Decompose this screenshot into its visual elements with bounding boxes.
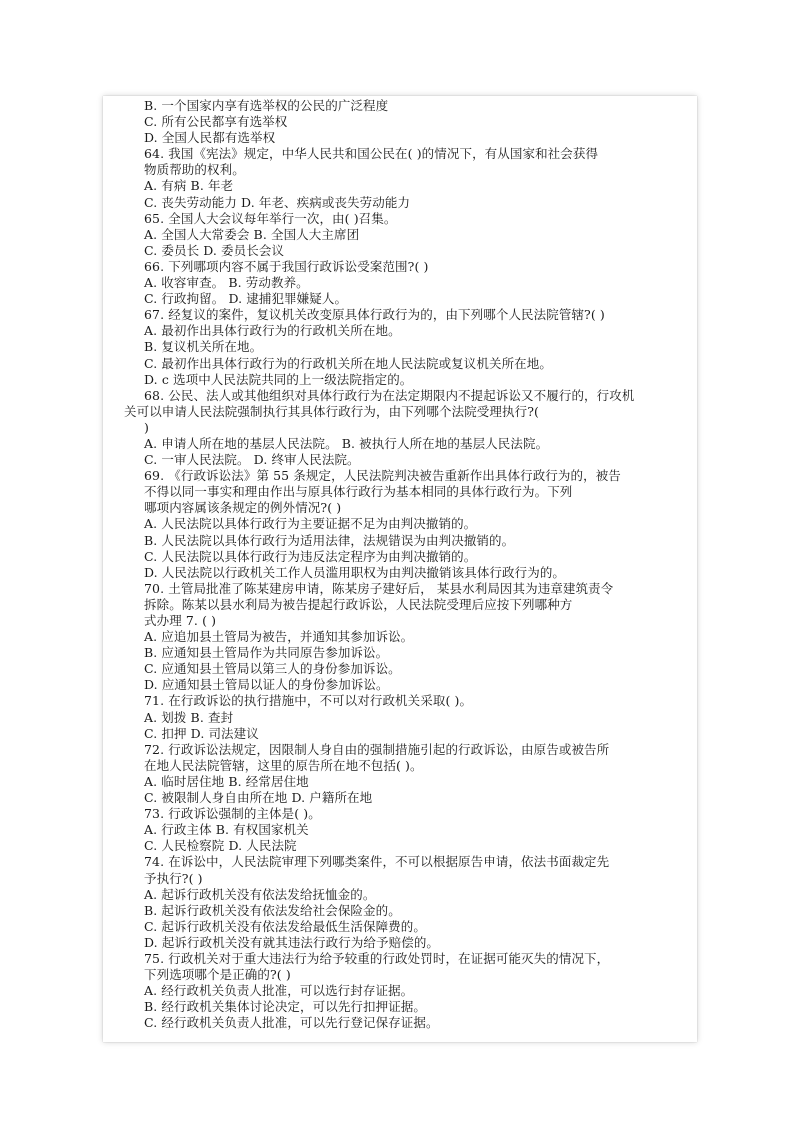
question-74: 74. 在诉讼中，人民法院审理下列哪类案件，不可以根据原告申请，依法书面裁定先: [144, 854, 610, 870]
option-d-69: D. 人民法院以行政机关工作人员滥用职权为由判决撤销该具体行政行为的。: [144, 564, 566, 580]
option-d-70: D. 应通知县土管局以证人的身份参加诉讼。: [144, 677, 389, 693]
options-68-ab: A. 申请人所在地的基层人民法院。 B. 被执行人所在地的基层人民法院。: [144, 435, 549, 451]
options-65-ab: A. 全国人大常委会 B. 全国人大主席团: [144, 226, 360, 242]
option-d-74: D. 起诉行政机关没有就其违法行政行为给予赔偿的。: [144, 934, 440, 950]
options-72-cd: C. 被限制人身自由所在地 D. 户籍所在地: [144, 790, 373, 806]
question-75: 75. 行政机关对于重大违法行为给予较重的行政处罚时，在证据可能灭失的情况下，: [144, 950, 610, 966]
question-75-cont: 下列选项哪个是正确的?( ): [144, 967, 291, 983]
options-71-ab: A. 划拨 B. 查封: [144, 709, 234, 725]
options-66-ab: A. 收容审查。 B. 劳动教养。: [144, 275, 309, 291]
option-c-70: C. 应通知县土管局以第三人的身份参加诉讼。: [144, 661, 401, 677]
option-b-74: B. 起诉行政机关没有依法发给社会保险金的。: [144, 902, 401, 918]
option-c-74: C. 起诉行政机关没有依法发给最低生活保障费的。: [144, 918, 426, 934]
question-70-cont: 拆除。陈某以县水利局为被告提起行政诉讼，人民法院受理后应按下列哪种方: [144, 596, 573, 612]
question-68-cont: 关可以申请人民法院强制执行其具体行政行为，由下列哪个法院受理执行?(: [124, 403, 539, 419]
question-72: 72. 行政诉讼法规定，因限制人身自由的强制措施引起的行政诉讼，由原告或被告所: [144, 741, 610, 757]
question-64-cont: 物质帮助的权利。: [144, 162, 245, 178]
option-b-63: B. 一个国家内享有选举权的公民的广泛程度: [144, 98, 389, 113]
options-73-ab: A. 行政主体 B. 有权国家机关: [144, 822, 309, 838]
option-a-74: A. 起诉行政机关没有依法发给抚恤金的。: [144, 886, 376, 902]
option-a-69: A. 人民法院以具体行政行为主要证据不足为由判决撤销的。: [144, 516, 477, 532]
option-a-67: A. 最初作出具体行政行为的行政机关所在地。: [144, 323, 401, 339]
options-72-ab: A. 临时居住地 B. 经常居住地: [144, 773, 309, 789]
options-65-cd: C. 委员长 D. 委员长会议: [144, 242, 285, 258]
question-72-cont: 在地人民法院管辖，这里的原告所在地不包括( )。: [144, 757, 423, 773]
question-69: 69. 《行政诉讼法》第 55 条规定，人民法院判决被告重新作出具体行政行为的，被告: [144, 468, 621, 484]
option-b-75: B. 经行政机关集体讨论决定，可以先行扣押证据。: [144, 999, 427, 1015]
option-b-69: B. 人民法院以具体行政行为适用法律，法规错误为由判决撤销的。: [144, 532, 515, 548]
question-70-end: 式办理 7. ( ): [144, 613, 217, 628]
options-68-cd: C. 一审人民法院。 D. 终审人民法院。: [144, 452, 360, 468]
options-64-cd: C. 丧失劳动能力 D. 年老、疾病或丧失劳动能力: [144, 194, 411, 210]
option-c-69: C. 人民法院以具体行政行为违反法定程序为由判决撤销的。: [144, 548, 477, 564]
question-69-end: 哪项内容属该条规定的例外情况?( ): [144, 500, 342, 516]
question-68-end: ): [144, 419, 149, 435]
options-73-cd: C. 人民检察院 D. 人民法院: [144, 838, 297, 854]
option-a-70: A. 应追加县土管局为被告，并通知其参加诉讼。: [144, 629, 414, 645]
options-66-cd: C. 行政拘留。 D. 逮捕犯罪嫌疑人。: [144, 291, 348, 307]
question-68: 68. 公民、法人或其他组织对具体行政行为在法定期限内不提起诉讼又不履行的，行攻机: [144, 387, 635, 403]
document-text: [124, 98, 684, 1031]
option-b-67: B. 复议机关所在地。: [144, 339, 263, 355]
option-d-63: D. 全国人民都有选举权: [144, 130, 276, 146]
option-c-75: C. 经行政机关负责人批准，可以先行登记保存证据。: [144, 1015, 439, 1031]
question-69-cont: 不得以同一事实和理由作出与原具体行政行为基本相同的具体行政行为。下列: [144, 484, 573, 500]
question-64: 64. 我国《宪法》规定，中华人民共和国公民在( )的情况下，有从国家和社会获得: [144, 146, 599, 162]
question-74-cont: 予执行?( ): [144, 870, 203, 886]
question-71: 71. 在行政诉讼的执行措施中，不可以对行政机关采取( )。: [144, 693, 473, 709]
question-67: 67. 经复议的案件，复议机关改变原具体行政行为的，由下列哪个人民法院管辖?( ): [144, 307, 605, 323]
option-b-70: B. 应通知县土管局作为共同原告参加诉讼。: [144, 645, 389, 661]
question-65: 65. 全国人大会议每年举行一次，由( )召集。: [144, 210, 397, 226]
options-71-cd: C. 扣押 D. 司法建议: [144, 725, 259, 741]
options-64-ab: A. 有病 B. 年老: [144, 178, 234, 194]
option-c-63: C. 所有公民都享有选举权: [144, 114, 288, 130]
question-70: 70. 土管局批准了陈某建房申请，陈某房子建好后， 某县水利局因其为违章建筑责令: [144, 580, 614, 596]
option-d-67: D. c 选项中人民法院共同的上一级法院指定的。: [144, 371, 413, 387]
question-73: 73. 行政诉讼强制的主体是( )。: [144, 806, 321, 822]
question-66: 66. 下列哪项内容不属于我国行政诉讼受案范围?( ): [144, 258, 429, 274]
option-a-75: A. 经行政机关负责人批准，可以选行封存证据。: [144, 983, 414, 999]
option-c-67: C. 最初作出具体行政行为的行政机关所在地人民法院或复议机关所在地。: [144, 355, 552, 371]
